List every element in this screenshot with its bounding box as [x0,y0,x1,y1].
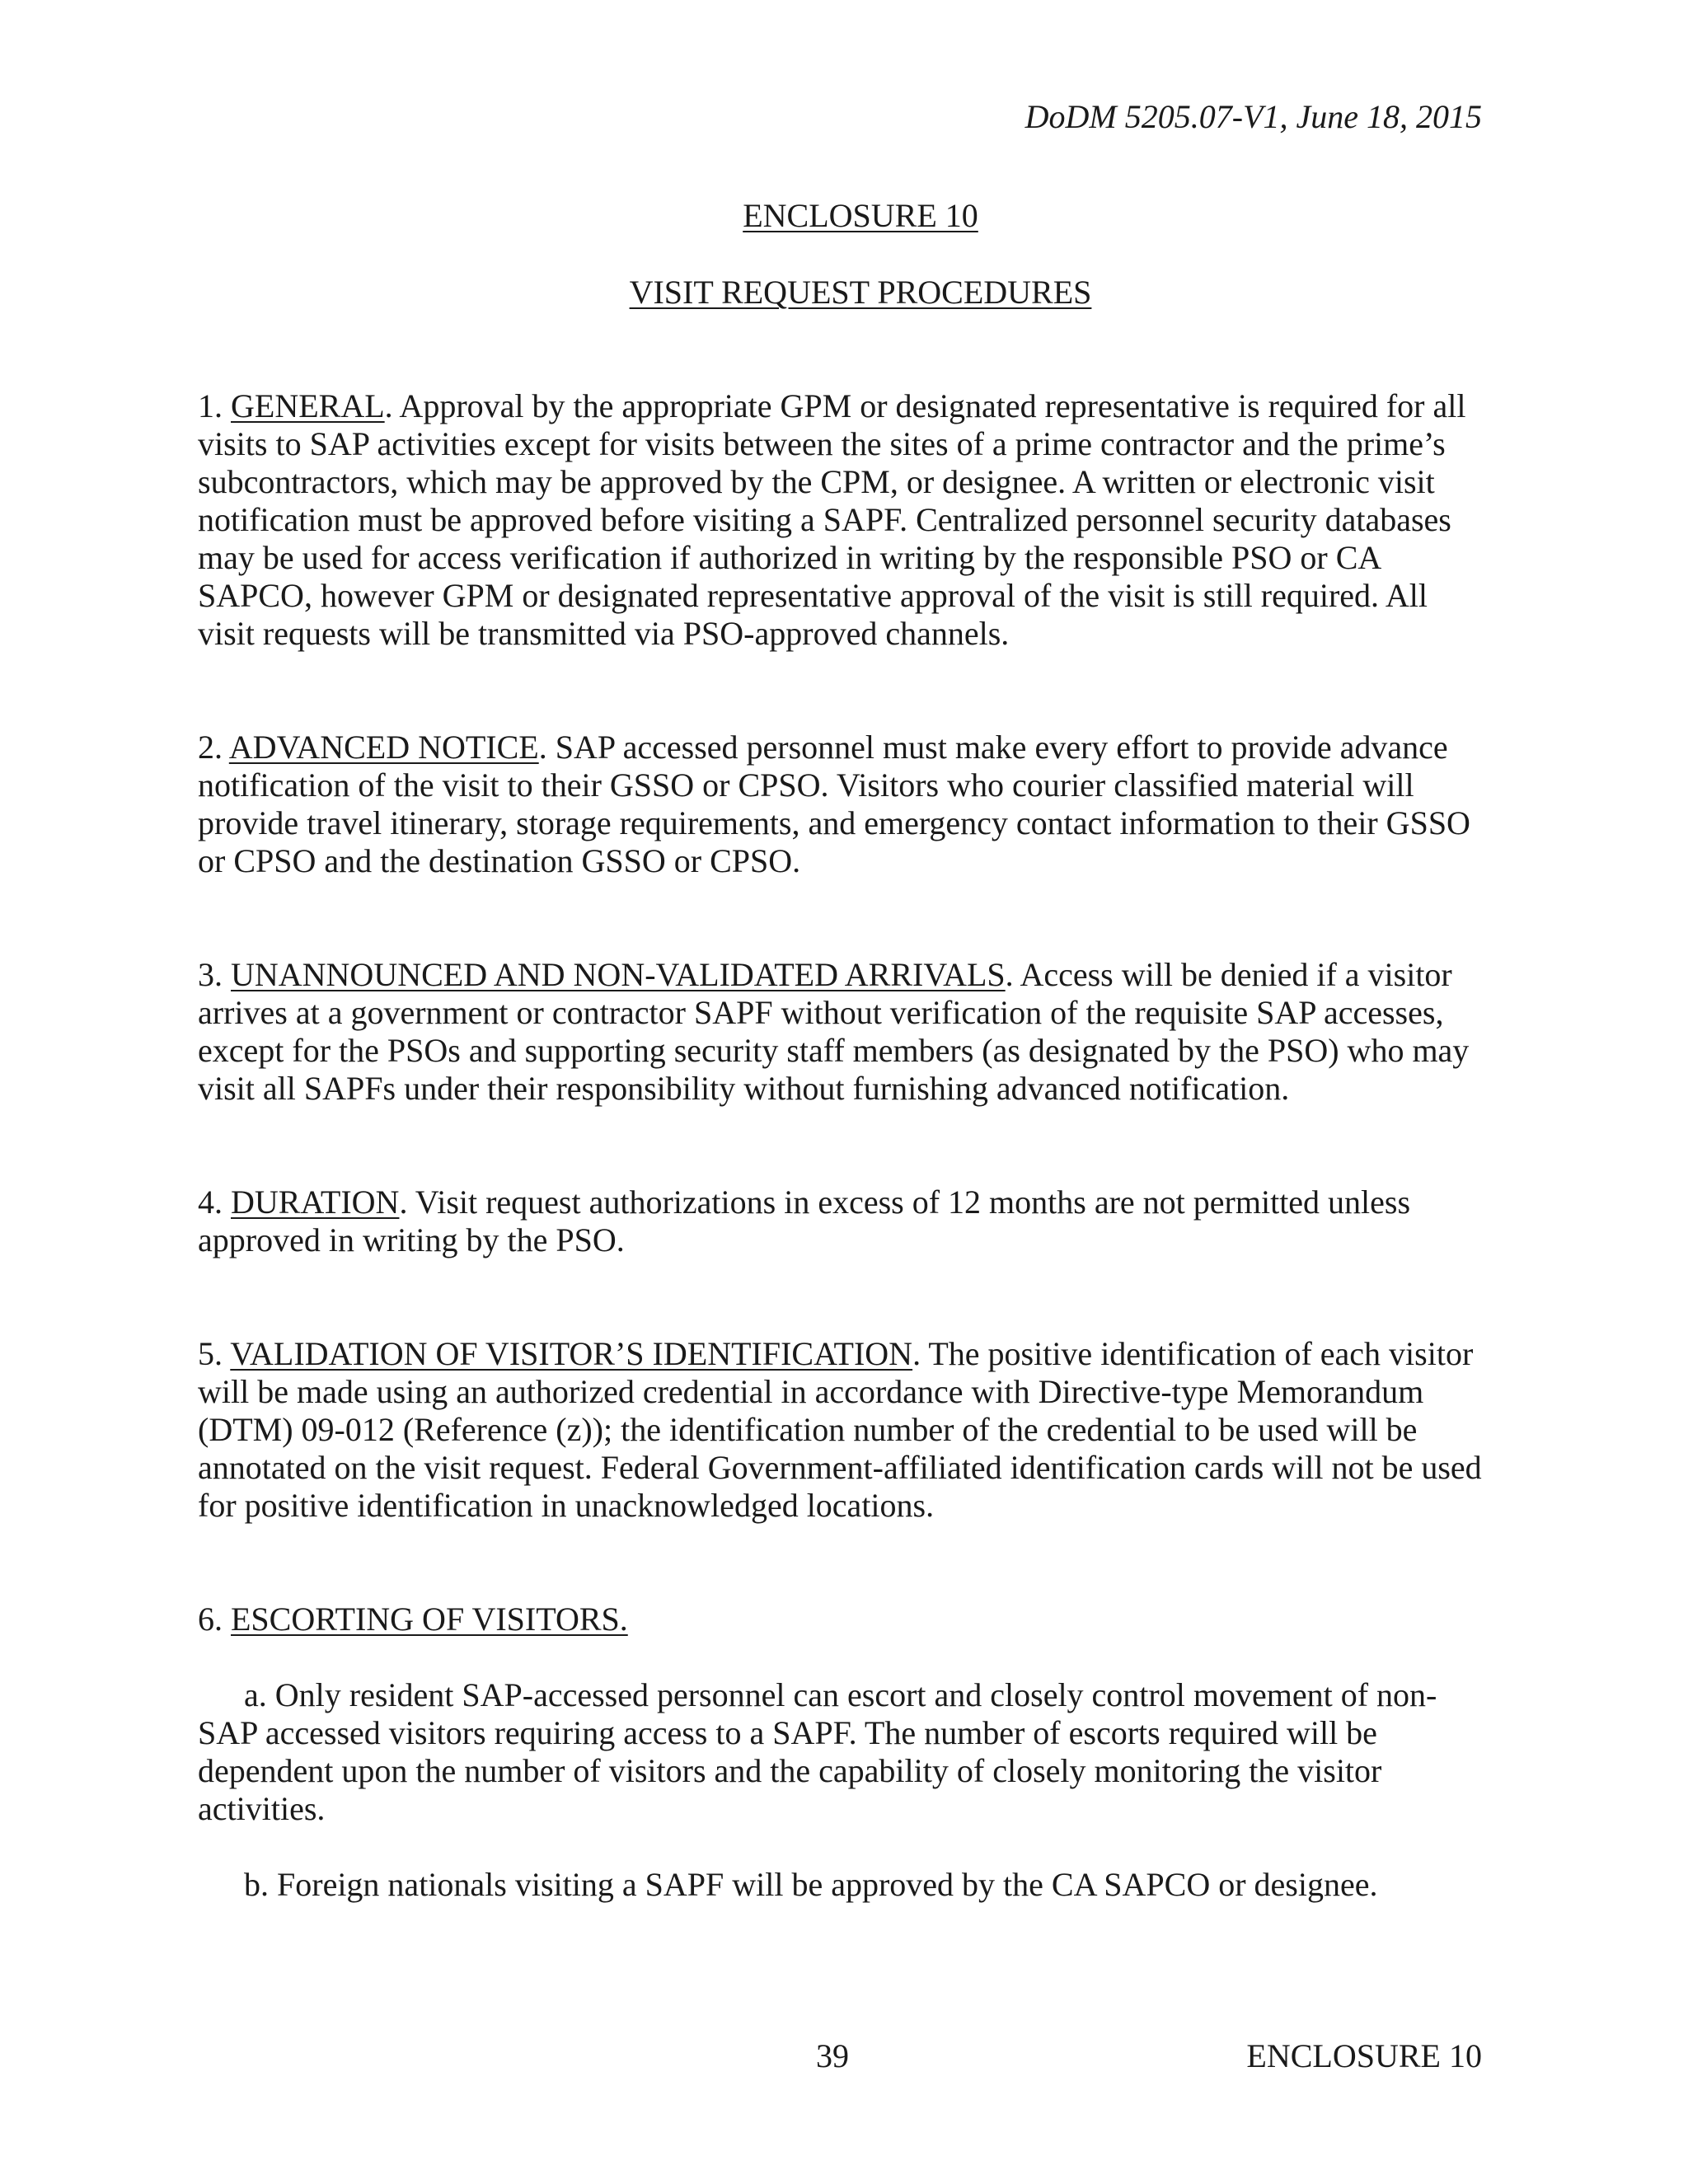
section-1-heading: GENERAL [231,387,385,424]
section-2-number: 2. [198,729,229,766]
section-3-heading: UNANNOUNCED AND NON-VALIDATED ARRIVALS [231,956,1006,993]
section-4-text: . Visit request authorizations in excess of 12 months are not permitted unless approved in writing by the PSO. [198,1183,1411,1258]
section-6-heading: ESCORTING OF VISITORS. [231,1601,628,1638]
document-reference: DoDM 5205.07-V1, June 18, 2015 [1025,98,1482,135]
subparagraph-b: b. Foreign nationals visiting a SAPF will be approved by the CA SAPCO or designee. [244,1866,1378,1903]
section-3-number: 3. [198,956,231,993]
section-2-paragraph [198,729,1484,880]
section-4-number: 4. [198,1183,231,1221]
document-body [198,387,1484,1904]
section-3-paragraph [198,956,1484,1108]
enclosure-title: ENCLOSURE 10 [743,197,978,234]
section-title: VISIT REQUEST PROCEDURES [629,274,1092,311]
section-2-heading: ADVANCED NOTICE [228,729,539,766]
section-6-paragraph [198,1601,1484,1638]
section-1-paragraph [198,387,1484,653]
section-1-number: 1. [198,387,231,424]
section-5-heading: VALIDATION OF VISITOR’S IDENTIFICATION [230,1335,913,1372]
footer-enclosure-label: ENCLOSURE 10 [1246,2037,1482,2074]
section-5-number: 5. [198,1335,231,1372]
section-4-paragraph [198,1183,1484,1259]
section-5-text: . The positive identification of each visitor will be made using an authorized credential in accordance with Directive-type Memorandum (DTM) 09-012 (Reference (z)); the identification number of the credential to be used will be annotated on the visit request. Federal Government-affiliated identification cards will not be used for positive identification in unacknowledged locations. [198,1335,1482,1524]
section-6-number: 6. [198,1601,231,1638]
section-2-text: . SAP accessed personnel must make every effort to provide advance notification of the visit to their GSSO or CPSO. Visitors who courier classified material will provide travel itinerary, storage requirements, and emergency contact information to their GSSO or CPSO and the destination GSSO or CPSO. [198,729,1470,879]
section-1-text: . Approval by the appropriate GPM or designated representative is required for all visits to SAP activities except for visits between the sites of a prime contractor and the prime’s subcontractors, which may be approved by the CPM, or designee. A written or electronic visit notification must be approved before visiting a SAPF. Centralized personnel security databases may be used for access verification if authorized in writing by the responsible PSO or CA SAPCO, however GPM or designated representative approval of the visit is still required. All visit requests will be transmitted via PSO-approved channels. [198,387,1466,652]
page-number: 39 [816,2037,849,2074]
subparagraph-a: a. Only resident SAP-accessed personnel can escort and closely control movement of non-SAP accessed visitors requiring access to a SAPF. The number of escorts required will be dependent upon the number of visitors and the capability of closely monitoring the visitor activities. [198,1676,1437,1827]
section-5-paragraph [198,1335,1484,1525]
section-4-heading: DURATION [231,1183,400,1221]
section-3-text: . Access will be denied if a visitor arrives at a government or contractor SAPF without verification of the requisite SAP accesses, except for the PSOs and supporting security staff members (as designated by the PSO) who may visit all SAPFs under their responsibility without furnishing advanced notification. [198,956,1470,1107]
